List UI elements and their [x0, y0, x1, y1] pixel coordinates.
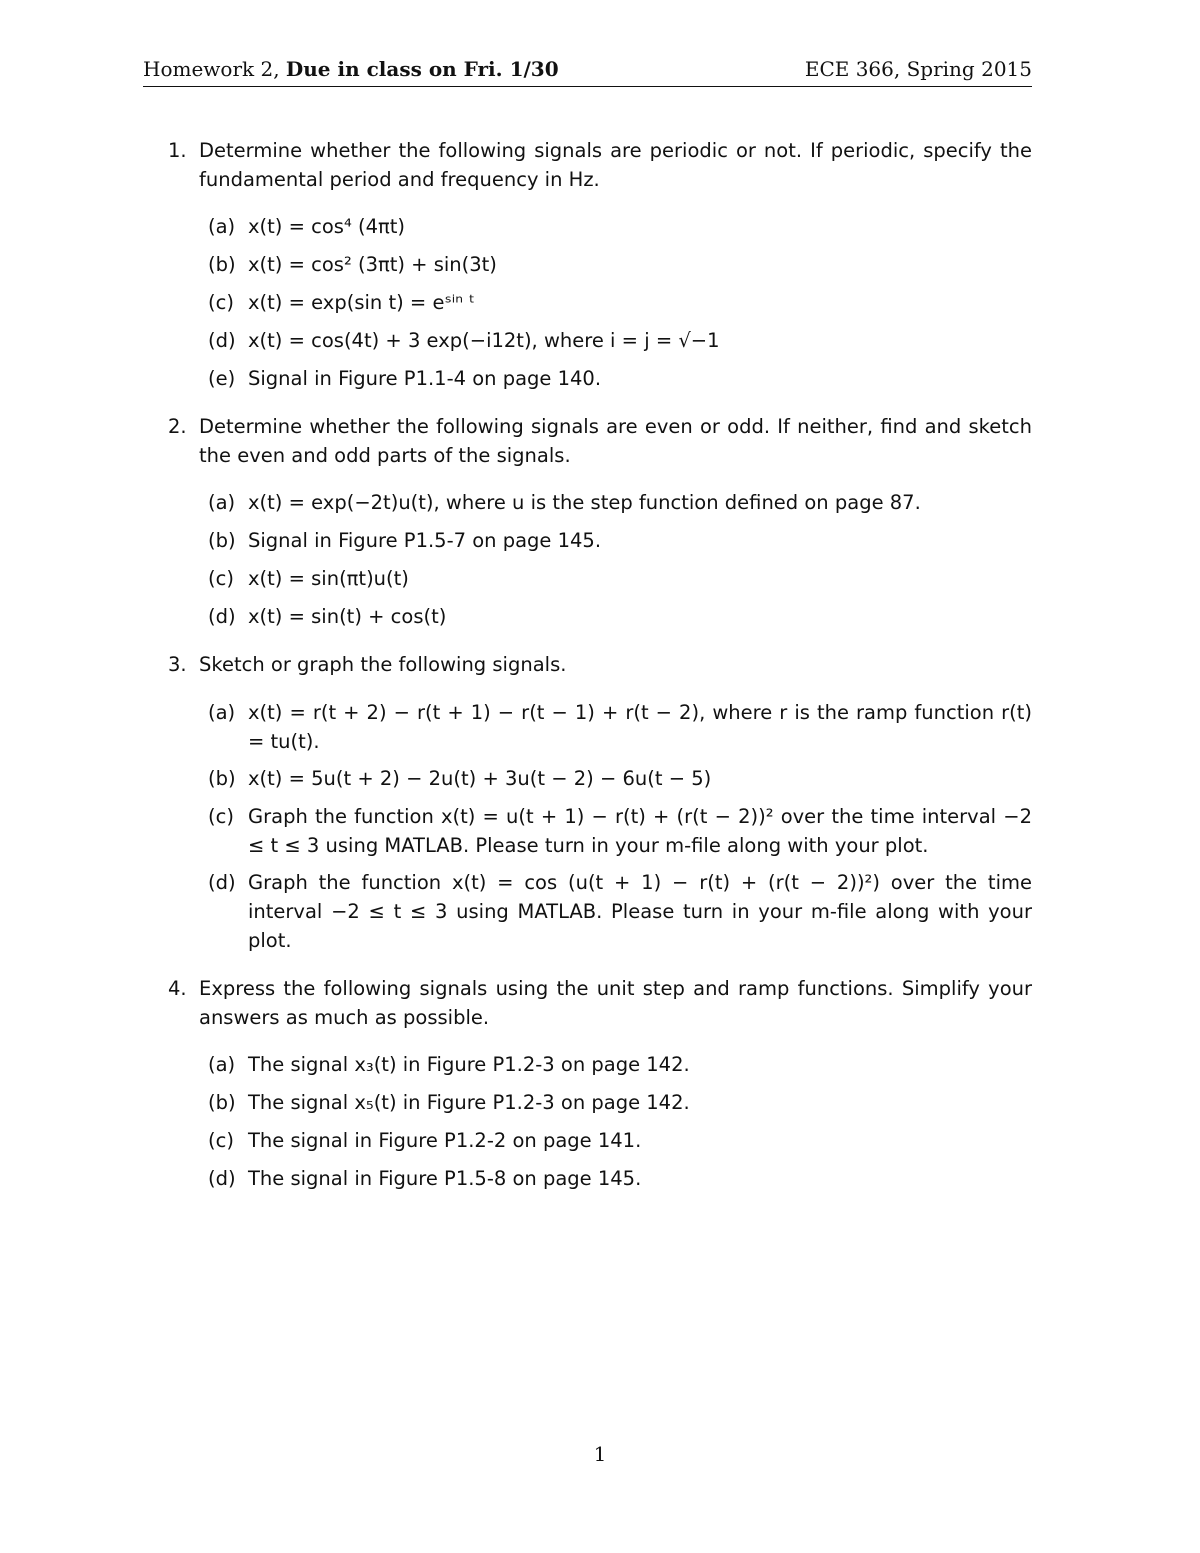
page-number: 1 — [593, 1442, 607, 1466]
problem-text: Determine whether the following signals are periodic or not. If periodic, specify the fundamental period and frequency in Hz. — [199, 139, 1032, 191]
header-due-date: Due in class on Fri. 1/30 — [285, 57, 559, 81]
problem-item — [208, 1164, 1032, 1193]
header-course: ECE 366, Spring 2015 — [804, 57, 1032, 81]
item-text: The signal in Figure P1.5-8 on page 145. — [248, 1167, 642, 1190]
item-label: (d) — [208, 605, 236, 628]
problem-item — [208, 868, 1032, 955]
item-text: x(t) = exp(−2t)u(t), where u is the step function defined on page 87. — [248, 491, 921, 514]
page-header — [143, 56, 1032, 87]
item-label: (b) — [208, 253, 236, 276]
problem-text: Determine whether the following signals are even or odd. If neither, find and sketch the even and odd parts of the signals. — [199, 415, 1032, 467]
item-text: x(t) = cos² (3πt) + sin(3t) — [248, 253, 497, 276]
problem-3 — [168, 650, 1032, 679]
item-label: (e) — [208, 367, 236, 390]
item-text: The signal in Figure P1.2-2 on page 141. — [248, 1129, 642, 1152]
item-label: (d) — [208, 329, 236, 352]
item-text: x(t) = cos(4t) + 3 exp(−i12t), where i = j = √−1 — [248, 329, 720, 352]
problem-number: 4. — [168, 977, 187, 1000]
problem-text: Sketch or graph the following signals. — [199, 653, 567, 676]
problem-item — [208, 1050, 1032, 1079]
problem-text: Express the following signals using the unit step and ramp functions. Simplify your answers as much as possible. — [199, 977, 1032, 1029]
item-label: (d) — [208, 1167, 236, 1190]
item-label: (b) — [208, 1091, 236, 1114]
item-text: The signal x₅(t) in Figure P1.2-3 on page 142. — [248, 1091, 690, 1114]
problem-item — [208, 1126, 1032, 1155]
item-label: (a) — [208, 215, 236, 238]
problem-2 — [168, 412, 1032, 470]
item-label: (a) — [208, 491, 236, 514]
item-label: (a) — [208, 1053, 236, 1076]
item-text: Graph the function x(t) = u(t + 1) − r(t) + (r(t − 2))² over the time interval −2 ≤ t ≤ 3 using MATLAB. Please turn in your m-file along with your plot. — [248, 805, 1032, 857]
problem-item — [208, 802, 1032, 860]
header-course-hw: Homework 2, — [143, 57, 286, 81]
item-label: (c) — [208, 291, 234, 314]
problem-item — [208, 288, 1032, 317]
item-text: Signal in Figure P1.1-4 on page 140. — [248, 367, 602, 390]
problem-item — [208, 698, 1032, 756]
item-text: Signal in Figure P1.5-7 on page 145. — [248, 529, 602, 552]
header-left — [143, 56, 559, 82]
item-text: The signal x₃(t) in Figure P1.2-3 on page 142. — [248, 1053, 690, 1076]
item-text: x(t) = sin(t) + cos(t) — [248, 605, 447, 628]
problem-item — [208, 764, 1032, 793]
item-text: x(t) = sin(πt)u(t) — [248, 567, 409, 590]
problem-number: 2. — [168, 415, 187, 438]
problem-item — [208, 488, 1032, 517]
item-label: (c) — [208, 1129, 234, 1152]
item-label: (c) — [208, 567, 234, 590]
item-text: x(t) = exp(sin t) = eˢⁱⁿ ᵗ — [248, 291, 475, 314]
problem-item — [208, 364, 1032, 393]
problem-item — [208, 212, 1032, 241]
problem-number: 3. — [168, 653, 187, 676]
item-label: (b) — [208, 767, 236, 790]
item-label: (b) — [208, 529, 236, 552]
problem-item — [208, 250, 1032, 279]
item-text: x(t) = 5u(t + 2) − 2u(t) + 3u(t − 2) − 6u(t − 5) — [248, 767, 712, 790]
item-label: (a) — [208, 701, 236, 724]
problem-item — [208, 602, 1032, 631]
problem-item — [208, 326, 1032, 355]
problem-item — [208, 526, 1032, 555]
item-text: x(t) = r(t + 2) − r(t + 1) − r(t − 1) + r(t − 2), where r is the ramp function r(t) = tu(t). — [248, 701, 1032, 753]
problem-number: 1. — [168, 139, 187, 162]
problem-item — [208, 1088, 1032, 1117]
item-text: Graph the function x(t) = cos (u(t + 1) − r(t) + (r(t − 2))²) over the time interval −2 ≤ t ≤ 3 using MATLAB. Please turn in your m-file along with your plot. — [248, 871, 1032, 952]
item-label: (c) — [208, 805, 234, 828]
item-text: x(t) = cos⁴ (4πt) — [248, 215, 405, 238]
problem-item — [208, 564, 1032, 593]
problem-1 — [168, 136, 1032, 194]
problem-4 — [168, 974, 1032, 1032]
item-label: (d) — [208, 871, 236, 894]
